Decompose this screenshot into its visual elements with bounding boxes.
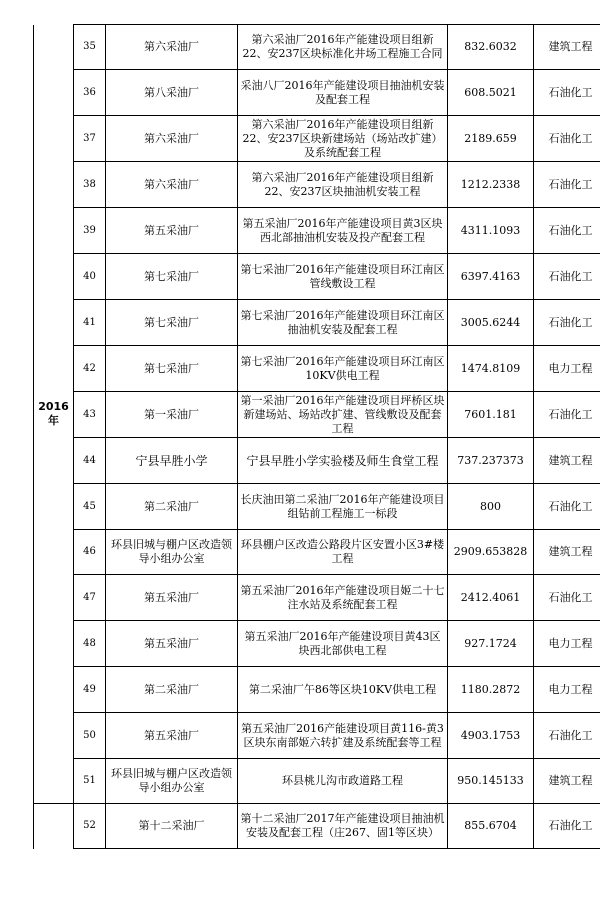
project-name-cell: 第七采油厂2016年产能建设项目环江南区管线敷设工程 [238, 254, 448, 300]
unit-cell: 第七采油厂 [106, 300, 238, 346]
project-type-cell: 石油化工 [534, 804, 600, 849]
table-body [34, 25, 600, 849]
unit-cell: 第十二采油厂 [106, 804, 238, 849]
project-type-cell: 石油化工 [534, 254, 600, 300]
row-number: 41 [74, 300, 106, 346]
project-name-cell: 第五采油厂2016产能建设项目黄116-黄3区块东南部姬六转扩建及系统配套等工程 [238, 713, 448, 759]
table-row [34, 759, 600, 804]
project-name-cell: 第一采油厂2016年产能建设项目坪桥区块新建场站、场站改扩建、管线敷设及配套工程 [238, 392, 448, 438]
project-type-cell: 石油化工 [534, 713, 600, 759]
row-number: 49 [74, 667, 106, 713]
unit-cell: 第六采油厂 [106, 162, 238, 208]
amount-cell: 2909.653828 [448, 530, 534, 575]
amount-cell: 800 [448, 484, 534, 530]
project-name-cell: 第二采油厂午86等区块10KV供电工程 [238, 667, 448, 713]
project-type-cell: 石油化工 [534, 300, 600, 346]
project-name-cell: 宁县早胜小学实验楼及师生食堂工程 [238, 438, 448, 484]
unit-cell: 第七采油厂 [106, 254, 238, 300]
project-name-cell: 第十二采油厂2017年产能建设项目抽油机安装及配套工程（庄267、固1等区块） [238, 804, 448, 849]
project-type-cell: 石油化工 [534, 116, 600, 162]
row-number: 42 [74, 346, 106, 392]
project-name-cell: 采油八厂2016年产能建设项目抽油机安装及配套工程 [238, 70, 448, 116]
table-row [34, 713, 600, 759]
project-type-cell: 石油化工 [534, 70, 600, 116]
project-type-cell: 电力工程 [534, 621, 600, 667]
table-row [34, 530, 600, 575]
project-type-cell: 石油化工 [534, 392, 600, 438]
project-name-cell: 长庆油田第二采油厂2016年产能建设项目组钻前工程施工一标段 [238, 484, 448, 530]
row-number: 48 [74, 621, 106, 667]
row-number: 35 [74, 25, 106, 70]
row-number: 36 [74, 70, 106, 116]
table-row [34, 162, 600, 208]
project-name-cell: 第六采油厂2016年产能建设项目组新22、安237区块标准化井场工程施工合同 [238, 25, 448, 70]
project-type-cell: 电力工程 [534, 667, 600, 713]
row-number: 45 [74, 484, 106, 530]
table-row [34, 300, 600, 346]
amount-cell: 737.237373 [448, 438, 534, 484]
amount-cell: 832.6032 [448, 25, 534, 70]
unit-cell: 第六采油厂 [106, 116, 238, 162]
project-name-cell: 第五采油厂2016年产能建设项目黄3区块西北部抽油机安装及投产配套工程 [238, 208, 448, 254]
table-row [34, 484, 600, 530]
unit-cell: 第八采油厂 [106, 70, 238, 116]
row-number: 52 [74, 804, 106, 849]
amount-cell: 7601.181 [448, 392, 534, 438]
project-type-cell: 建筑工程 [534, 25, 600, 70]
project-table-sheet [33, 24, 593, 849]
table-row [34, 804, 600, 849]
unit-cell: 第五采油厂 [106, 621, 238, 667]
amount-cell: 4903.1753 [448, 713, 534, 759]
amount-cell: 2189.659 [448, 116, 534, 162]
project-type-cell: 建筑工程 [534, 438, 600, 484]
amount-cell: 1474.8109 [448, 346, 534, 392]
unit-cell: 第五采油厂 [106, 208, 238, 254]
row-number: 50 [74, 713, 106, 759]
unit-cell: 第二采油厂 [106, 484, 238, 530]
unit-cell: 环县旧城与棚户区改造领导小组办公室 [106, 530, 238, 575]
project-type-cell: 石油化工 [534, 575, 600, 621]
table-row [34, 116, 600, 162]
table-row [34, 208, 600, 254]
year-cell-empty [34, 804, 74, 849]
unit-cell: 第二采油厂 [106, 667, 238, 713]
unit-cell: 第五采油厂 [106, 575, 238, 621]
amount-cell: 6397.4163 [448, 254, 534, 300]
table-row [34, 438, 600, 484]
project-type-cell: 建筑工程 [534, 530, 600, 575]
row-number: 44 [74, 438, 106, 484]
table-row [34, 575, 600, 621]
project-type-cell: 石油化工 [534, 208, 600, 254]
table-row [34, 392, 600, 438]
year-cell: 2016年 [34, 25, 74, 804]
table-row [34, 25, 600, 70]
amount-cell: 855.6704 [448, 804, 534, 849]
unit-cell: 第五采油厂 [106, 713, 238, 759]
table-row [34, 667, 600, 713]
row-number: 51 [74, 759, 106, 804]
project-name-cell: 第七采油厂2016年产能建设项目环江南区10KV供电工程 [238, 346, 448, 392]
row-number: 39 [74, 208, 106, 254]
table-row [34, 346, 600, 392]
row-number: 38 [74, 162, 106, 208]
project-type-cell: 石油化工 [534, 484, 600, 530]
unit-cell: 第一采油厂 [106, 392, 238, 438]
project-name-cell: 环县桃儿沟市政道路工程 [238, 759, 448, 804]
row-number: 40 [74, 254, 106, 300]
row-number: 43 [74, 392, 106, 438]
amount-cell: 950.145133 [448, 759, 534, 804]
project-name-cell: 环县棚户区改造公路段片区安置小区3#楼工程 [238, 530, 448, 575]
table-row [34, 621, 600, 667]
row-number: 46 [74, 530, 106, 575]
project-name-cell: 第六采油厂2016年产能建设项目组新22、安237区块抽油机安装工程 [238, 162, 448, 208]
project-type-cell: 电力工程 [534, 346, 600, 392]
amount-cell: 4311.1093 [448, 208, 534, 254]
amount-cell: 608.5021 [448, 70, 534, 116]
project-type-cell: 建筑工程 [534, 759, 600, 804]
row-number: 37 [74, 116, 106, 162]
table-row [34, 254, 600, 300]
project-type-cell: 石油化工 [534, 162, 600, 208]
amount-cell: 3005.6244 [448, 300, 534, 346]
amount-cell: 927.1724 [448, 621, 534, 667]
amount-cell: 1180.2872 [448, 667, 534, 713]
project-name-cell: 第六采油厂2016年产能建设项目组新22、安237区块新建场站（场站改扩建）及系统配套工程 [238, 116, 448, 162]
project-table [33, 24, 600, 849]
unit-cell: 第六采油厂 [106, 25, 238, 70]
project-name-cell: 第五采油厂2016年产能建设项目黄43区块西北部供电工程 [238, 621, 448, 667]
row-number: 47 [74, 575, 106, 621]
amount-cell: 1212.2338 [448, 162, 534, 208]
project-name-cell: 第五采油厂2016年产能建设项目姬二十七注水站及系统配套工程 [238, 575, 448, 621]
unit-cell: 第七采油厂 [106, 346, 238, 392]
unit-cell: 宁县早胜小学 [106, 438, 238, 484]
amount-cell: 2412.4061 [448, 575, 534, 621]
table-row [34, 70, 600, 116]
project-name-cell: 第七采油厂2016年产能建设项目环江南区抽油机安装及配套工程 [238, 300, 448, 346]
unit-cell: 环县旧城与棚户区改造领导小组办公室 [106, 759, 238, 804]
